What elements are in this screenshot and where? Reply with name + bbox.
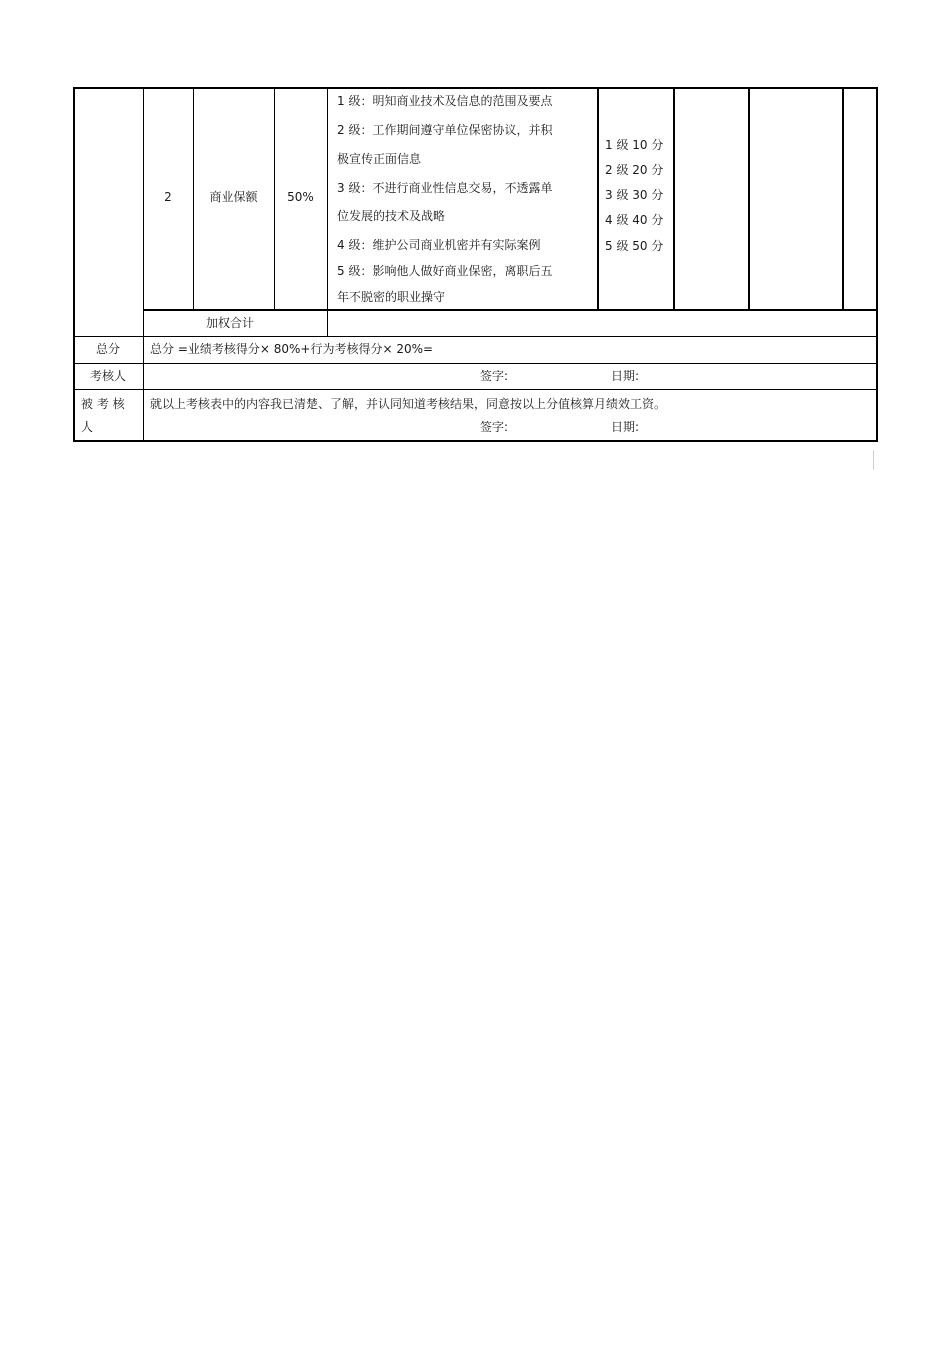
criteria-line: 年不脱密的职业操守 <box>337 290 446 304</box>
total-label: 总分 <box>95 342 120 356</box>
rule-reviewer-bottom <box>73 389 878 390</box>
table-border-bottom <box>73 440 878 442</box>
criteria-line: 极宣传正面信息 <box>337 152 422 166</box>
scan-mark <box>873 450 874 470</box>
criteria-line: 5 级：影响他人做好商业保密，离职后五 <box>337 264 553 278</box>
rule-col-8 <box>842 87 844 310</box>
rule-weighted-bottom <box>73 336 878 337</box>
score-level: 4 级 40 分 <box>605 213 664 227</box>
rule-col-5 <box>597 87 599 310</box>
item-number: 2 <box>164 190 172 204</box>
criteria-line: 3 级：不进行商业性信息交易，不透露单 <box>337 181 553 195</box>
score-level: 3 级 30 分 <box>605 188 664 202</box>
reviewee-date-label: 日期: <box>611 420 640 434</box>
reviewee-label-line1: 被 考 核 <box>81 397 125 411</box>
reviewer-label: 考核人 <box>89 369 126 383</box>
criteria-line: 2 级：工作期间遵守单位保密协议，并积 <box>337 123 553 137</box>
assessment-table <box>73 87 878 442</box>
score-level: 5 级 50 分 <box>605 239 664 253</box>
total-formula: 总分 =业绩考核得分× 80%+行为考核得分× 20%= <box>150 342 434 356</box>
reviewer-date-label: 日期: <box>611 369 640 383</box>
criteria-line: 1 级：明知商业技术及信息的范围及要点 <box>337 94 553 108</box>
criteria-line: 4 级：维护公司商业机密并有实际案例 <box>337 238 541 252</box>
score-level: 1 级 10 分 <box>605 138 664 152</box>
rule-col-1 <box>143 87 144 442</box>
rule-item-bottom <box>143 309 878 311</box>
item-weight: 50% <box>287 190 314 204</box>
criteria-line: 位发展的技术及战略 <box>337 209 446 223</box>
reviewee-label-line2: 人 <box>81 420 94 434</box>
item-name: 商业保额 <box>209 190 258 204</box>
reviewee-statement: 就以上考核表中的内容我已清楚、了解，并认同知道考核结果，同意按以上分值核算月绩效工资。 <box>150 397 667 411</box>
score-level: 2 级 20 分 <box>605 163 664 177</box>
rule-col-4 <box>327 87 328 337</box>
rule-col-6 <box>673 87 675 310</box>
rule-total-bottom <box>73 363 878 364</box>
reviewee-sign-label: 签字: <box>480 420 509 434</box>
rule-col-7 <box>748 87 750 310</box>
weighted-total-label: 加权合计 <box>206 316 255 330</box>
reviewer-sign-label: 签字: <box>480 369 509 383</box>
